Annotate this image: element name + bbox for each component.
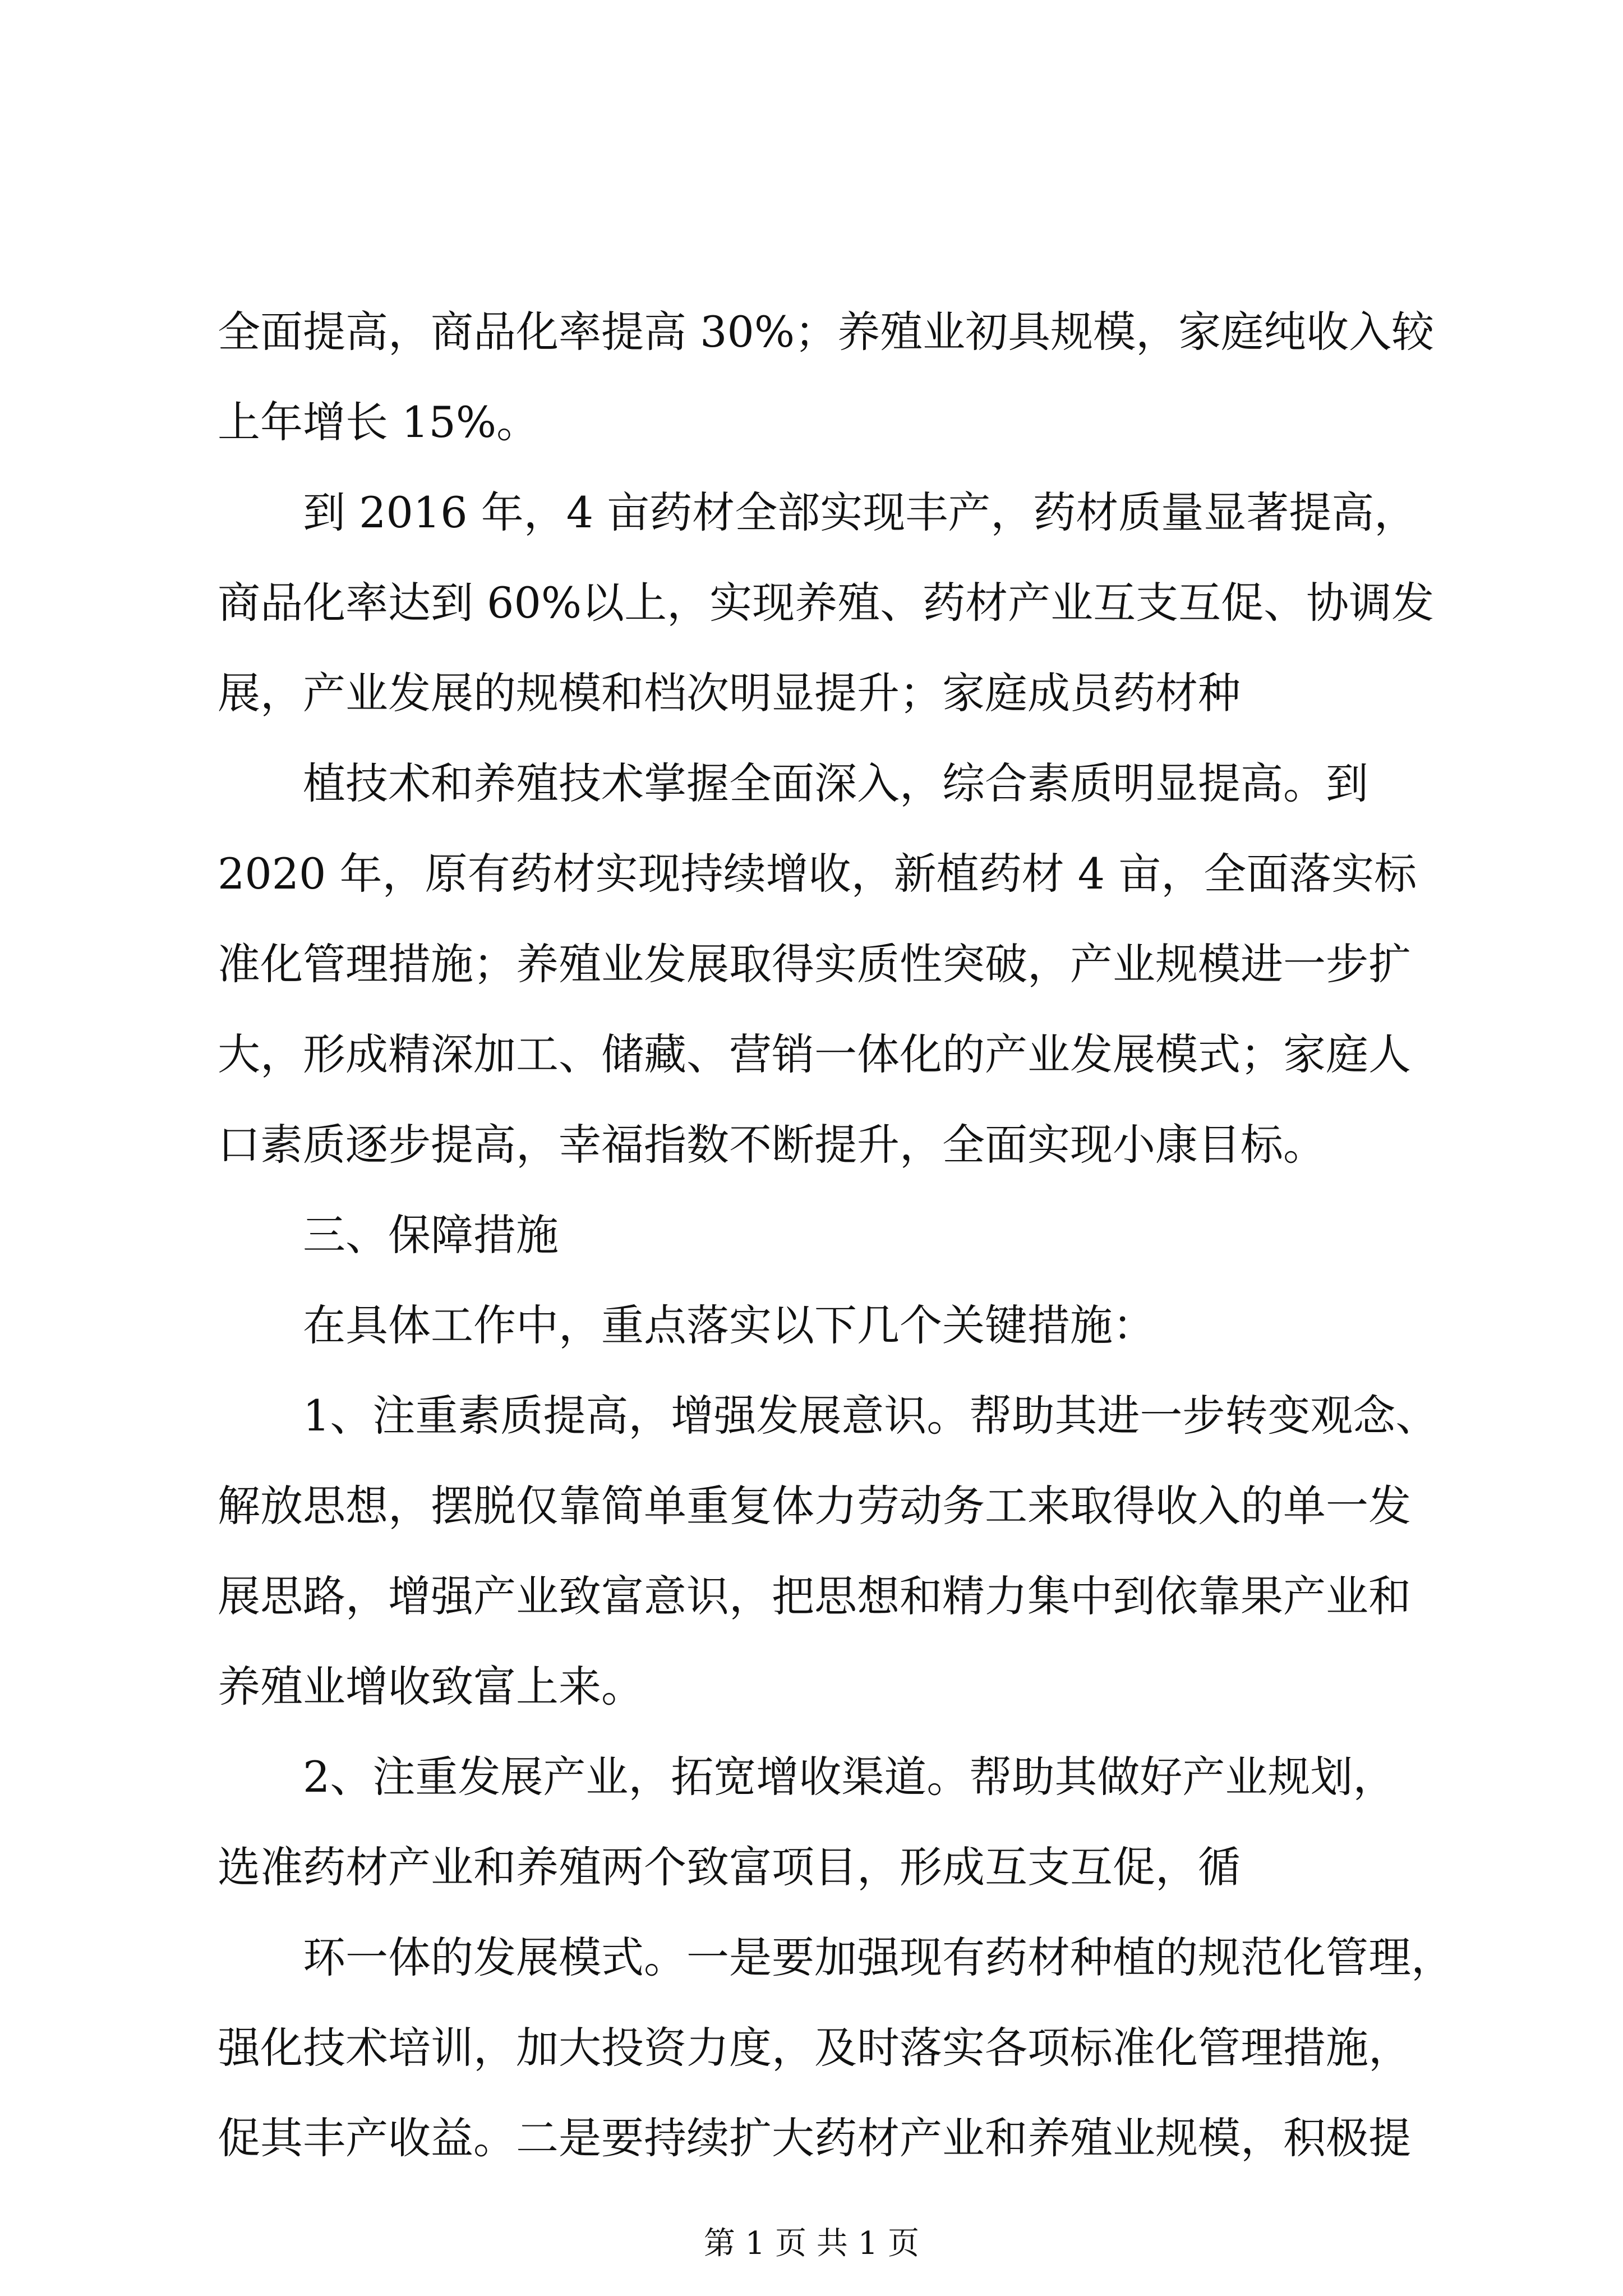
text-line: 商品化率达到 60%以上，实现养殖、药材产业互支互促、协调发	[218, 578, 1435, 628]
text-line: 上年增长 15%。	[218, 397, 540, 447]
text-line: 选准药材产业和养殖两个致富项目，形成互支互促，循	[218, 1842, 1241, 1892]
text-line: 在具体工作中，重点落实以下几个关键措施：	[303, 1300, 1155, 1350]
text-line: 强化技术培训，加大投资力度，及时落实各项标准化管理措施，	[218, 2023, 1411, 2073]
text-line: 1、注重素质提高，增强发展意识。帮助其进一步转变观念、	[303, 1391, 1438, 1441]
text-line: 环一体的发展模式。一是要加强现有药材种植的规范化管理，	[303, 1932, 1454, 1982]
text-line: 口素质逐步提高，幸福指数不断提升，全面实现小康目标。	[218, 1120, 1326, 1170]
text-line: 准化管理措施；养殖业发展取得实质性突破，产业规模进一步扩	[218, 939, 1411, 989]
text-line: 展，产业发展的规模和档次明显提升；家庭成员药材种	[218, 668, 1241, 718]
text-line: 到 2016 年，4 亩药材全部实现丰产，药材质量显著提高，	[303, 487, 1417, 537]
text-line: 解放思想，摆脱仅靠简单重复体力劳动务工来取得收入的单一发	[218, 1481, 1411, 1531]
section-heading: 三、保障措施	[303, 1210, 559, 1260]
text-line: 大，形成精深加工、储藏、营销一体化的产业发展模式；家庭人	[218, 1029, 1411, 1079]
text-line: 2020 年，原有药材实现持续增收，新植药材 4 亩，全面落实标	[218, 849, 1417, 899]
text-line: 全面提高，商品化率提高 30%；养殖业初具规模，家庭纯收入较	[218, 307, 1435, 357]
page-footer: 第 1 页 共 1 页	[703, 2225, 920, 2262]
text-line: 植技术和养殖技术掌握全面深入，综合素质明显提高。到	[303, 758, 1368, 808]
text-line: 2、注重发展产业，拓宽增收渠道。帮助其做好产业规划，	[303, 1752, 1396, 1802]
text-line: 展思路，增强产业致富意识，把思想和精力集中到依靠果产业和	[218, 1571, 1411, 1621]
text-line: 养殖业增收致富上来。	[218, 1662, 644, 1711]
text-line: 促其丰产收益。二是要持续扩大药材产业和养殖业规模，积极提	[218, 2113, 1411, 2163]
